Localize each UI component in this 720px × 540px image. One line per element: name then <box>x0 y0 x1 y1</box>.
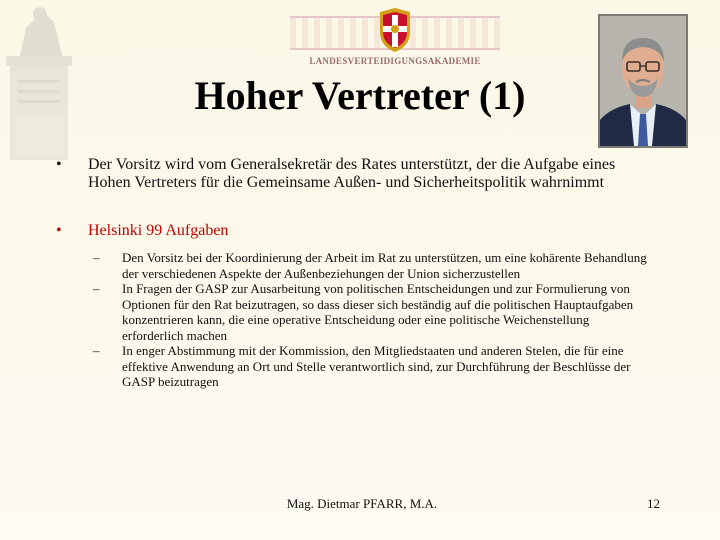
bullet-marker: • <box>56 222 62 239</box>
academy-header <box>290 6 500 68</box>
sub-bullet-item <box>93 343 653 390</box>
sub-bullet-text: In Fragen der GASP zur Ausarbeitung von politischen Entscheidungen und zur Formulierung von Optionen für den Rat beizutragen, so dass dieser sich beständig auf die politischen Hauptaufgaben konzentrieren kann, die eine operative Entscheidung oder eine politische Weichenstellung erforderlich machen <box>122 281 634 343</box>
slide-title: Hoher Vertreter (1) <box>194 73 526 118</box>
dash-marker: – <box>93 343 100 358</box>
speaker-portrait <box>598 14 688 148</box>
portrait-image <box>600 16 686 146</box>
sub-bullet-list <box>88 250 653 390</box>
bullet-heading: Helsinki 99 Aufgaben <box>88 222 229 239</box>
monument-watermark-icon <box>6 4 72 164</box>
sub-bullet-item <box>93 281 653 343</box>
sub-bullet-text: In enger Abstimmung mit der Kommission, den Mitgliedstaaten und anderen Stelen, die für eine effektive Anwendung an Ort und Stelle verantwortlich sind, zur Durchführung der Beschlüsse der GASP beizutragen <box>122 343 631 389</box>
footer-author: Mag. Dietmar PFARR, M.A. <box>286 496 438 511</box>
bullet-text: Der Vorsitz wird vom Generalsekretär des Rates unterstützt, der die Aufgabe eines Hohen Vertreters für die Gemeinsame Außen- und Sicherheitspolitik wahrnimmt <box>88 156 616 191</box>
sub-bullet-text: Den Vorsitz bei der Koordinierung der Arbeit im Rat zu unterstützen, um eine kohärente Behandlung der verschiedenen Aspekte der Außenbeziehungen der Union sicherzustellen <box>122 250 647 281</box>
dash-marker: – <box>93 281 100 296</box>
academy-name: LANDESVERTEIDIGUNGSAKADEMIE <box>309 56 481 66</box>
dash-marker: – <box>93 250 100 265</box>
bullet-marker: • <box>56 156 62 173</box>
page-number: 12 <box>647 496 660 511</box>
bullet-list <box>56 156 656 390</box>
sub-bullet-item <box>93 250 653 281</box>
bullet-item <box>56 156 656 192</box>
austrian-eagle-crest-icon <box>374 6 416 54</box>
bullet-item <box>56 222 656 390</box>
